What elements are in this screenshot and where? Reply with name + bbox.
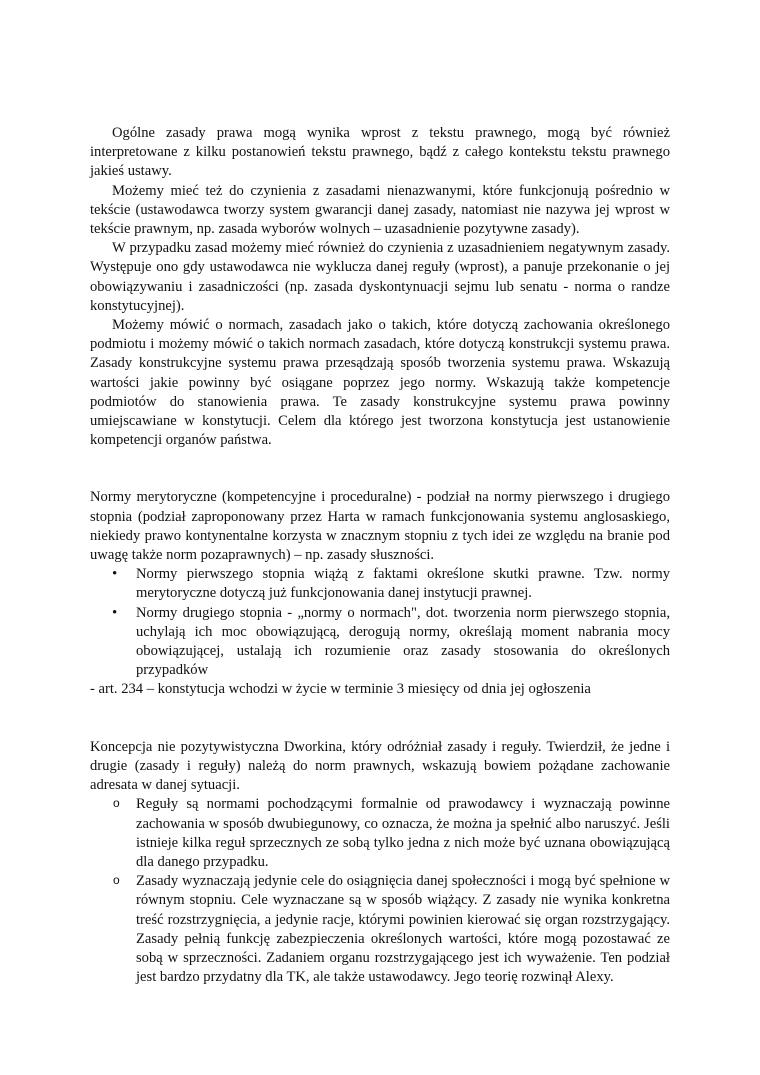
paragraph-4: Możemy mówić o normach, zasadach jako o takich, które dotyczą zachowania określonego podmiotu i możemy mówić o takich normach zasadach, które dotyczą konstrukcji systemu prawa. Zasady konstrukcyjne systemu prawa przesądzają sposób tworzenia systemu prawa. Wskazują wartości jakie powinny być osiągane poprzez jego normy. Wskazują także kompetencje podmiotów do stanowienia prawa. Te zasady konstrukcyjne systemu prawa powinny umiejscawiane w konstytucji. Celem dla którego jest tworzona konstytucja jest ustanowienie kompetencji organów państwa. [90, 317, 670, 449]
section-dworkin-concept [90, 738, 670, 988]
list-item: o Zasady wyznaczają jedynie cele do osiągnięcia danej społeczności i mogą być spełnione w równym stopniu. Cele wyznaczane są w sposób wiążący. Z zasady nie wynika konkretna treść rozstrzygnięcia, a jedynie racje, którymi powinien kierować się organ rozstrzygający. Zasady pełnią funkcję zabezpieczenia określonych wartości, które mogą pozostawać ze sobą w sprzeczności. Zadaniem organu rozstrzygającego jest ich wyważenie. Ten podział jest bardzo przydatny dla TK, ale także ustawodawcy. Jego teorię rozwinął Alexy. [90, 872, 670, 987]
paragraph-1: Ogólne zasady prawa mogą wynika wprost z tekstu prawnego, mogą być również interpretowane z kilku postanowień tekstu prawnego, bądź z całego kontekstu tekstu prawnego jakieś ustawy. [90, 125, 670, 180]
norms-bullet-list [90, 565, 670, 680]
rules-principles-list [90, 795, 670, 987]
section2-intro: Normy merytoryczne (kompetencyjne i proceduralne) - podział na normy pierwszego i drugiego stopnia (podział zaproponowany przez Harta w ramach funkcjonowania systemu anglosaskiego, niekiedy prawo kontynentalne korzysta w znacznym stopniu z tych idei ze względu na branie pod uwagę także norm pozaprawnych) – np. zasady słuszności. [90, 489, 670, 564]
section-substantive-norms [90, 488, 670, 699]
document-page [90, 124, 670, 987]
paragraph-3: W przypadku zasad możemy mieć również do czynienia z uzasadnieniem negatywnym zasady. Występuje ono gdy ustawodawca nie wyklucza danej reguły (wprost), a panuje przekonanie o jej obowiązywaniu i zasadniczości (np. zasada dyskontynuacji sejmu lub senatu - norma o randze konstytucyjnej). [90, 240, 670, 314]
paragraph-2: Możemy mieć też do czynienia z zasadami nienazwanymi, które funkcjonują pośrednio w tekście (ustawodawca tworzy system gwarancji danej zasady, natomiast nie nazywa jej wprost w tekście prawnym, np. zasada wyborów wolnych – uzasadnienie pozytywne zasady). [90, 182, 670, 238]
section3-intro: Koncepcja nie pozytywistyczna Dworkina, który odróżniał zasady i reguły. Twierdził, że jedne i drugie (zasady i reguły) należą do norm prawnych, wskazują bowiem pożądane zachowanie adresata w danej sytuacji. [90, 738, 670, 794]
section2-note: - art. 234 – konstytucja wchodzi w życie w terminie 3 miesięcy od dnia jej ogłoszenia [90, 681, 591, 698]
list-item: • Normy pierwszego stopnia wiążą z faktami określone skutki prawne. Tzw. normy merytoryczne dotyczą już funkcjonowania danej instytucji prawnej. [90, 565, 670, 603]
section-general-principles [90, 124, 670, 450]
spacer [90, 700, 670, 738]
list-item: o Reguły są normami pochodzącymi formalnie od prawodawcy i wyznaczają powinne zachowania w sposób dwubiegunowy, co oznacza, że można ja spełnić albo naruszyć. Jeśli istnieje kilka reguł sprzecznych ze sobą tylko jedna z nich może być uznana obowiązującą dla danego przypadku. [90, 795, 670, 872]
spacer [90, 450, 670, 488]
list-item: • Normy drugiego stopnia - „normy o normach", dot. tworzenia norm pierwszego stopnia, uchylają ich moc obowiązującą, derogują normy, określają moment nabrania mocy obowiązującej, ustalają ich rozumienie oraz zasady stosowania do określonych przypadków [90, 604, 670, 681]
